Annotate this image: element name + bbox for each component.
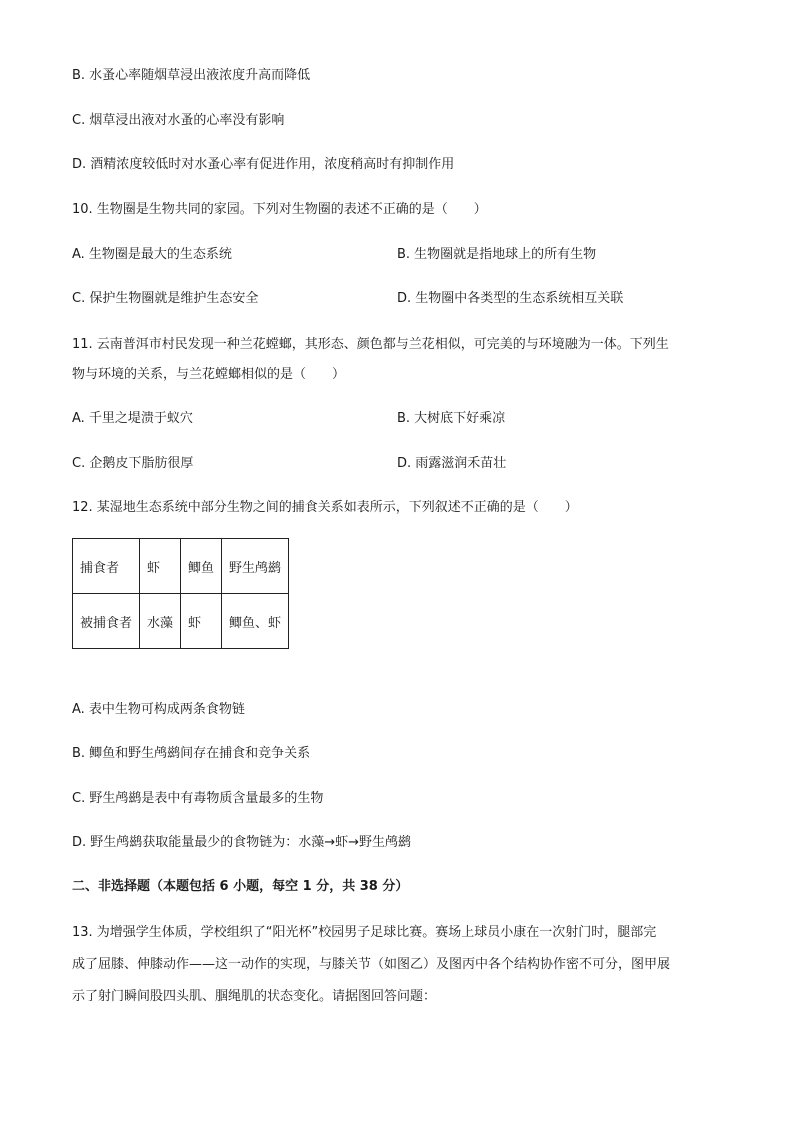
table-cell: 野生鸬鹚 xyxy=(222,539,289,594)
table-cell: 捕食者 xyxy=(73,539,140,594)
table-row xyxy=(73,594,289,649)
table-cell: 虾 xyxy=(181,594,222,649)
q11-option-d: D. 雨露滋润禾苗壮 xyxy=(397,456,507,471)
q11-option-c: C. 企鹅皮下脂肪很厚 xyxy=(72,456,194,471)
q11-stem-line2: 物与环境的关系，与兰花螳螂相似的是（ ） xyxy=(72,367,346,382)
q11-option-b: B. 大树底下好乘凉 xyxy=(397,411,506,426)
q10-option-c: C. 保护生物圈就是维护生态安全 xyxy=(72,291,259,306)
table-cell: 被捕食者 xyxy=(73,594,140,649)
q13-line1: 13. 为增强学生体质，学校组织了“阳光杯”校园男子足球比赛。赛场上球员小康在一次射门时，腿部完 xyxy=(72,925,657,940)
q10-option-d: D. 生物圈中各类型的生态系统相互关联 xyxy=(397,291,624,306)
q10-option-b: B. 生物圈就是指地球上的所有生物 xyxy=(397,247,597,262)
q12-option-c: C. 野生鸬鹚是表中有毒物质含量最多的生物 xyxy=(72,791,324,806)
table-cell: 水藻 xyxy=(140,594,181,649)
q9-option-b: B. 水蚤心率随烟草浸出液浓度升高而降低 xyxy=(72,68,311,83)
q12-stem: 12. 某湿地生态系统中部分生物之间的捕食关系如表所示，下列叙述不正确的是（ ） xyxy=(72,500,578,515)
predation-table xyxy=(72,538,289,649)
table-cell: 鲫鱼 xyxy=(181,539,222,594)
q10-stem: 10. 生物圈是生物共同的家园。下列对生物圈的表述不正确的是（ ） xyxy=(72,202,487,217)
q9-option-d: D. 酒精浓度较低时对水蚤心率有促进作用，浓度稍高时有抑制作用 xyxy=(72,157,455,172)
q10-option-a: A. 生物圈是最大的生态系统 xyxy=(72,247,232,262)
q13-line2: 成了屈膝、伸膝动作——这一动作的实现，与膝关节（如图乙）及图丙中各个结构协作密不可分，图甲展 xyxy=(72,957,671,972)
table-cell: 虾 xyxy=(140,539,181,594)
section-heading: 二、非选择题（本题包括 6 小题，每空 1 分，共 38 分） xyxy=(72,879,409,894)
table-row xyxy=(73,539,289,594)
q12-option-d: D. 野生鸬鹚获取能量最少的食物链为：水藻→虾→野生鸬鹚 xyxy=(72,835,412,850)
q12-option-b: B. 鲫鱼和野生鸬鹚间存在捕食和竞争关系 xyxy=(72,746,311,761)
q12-option-a: A. 表中生物可构成两条食物链 xyxy=(72,702,245,717)
table-cell: 鲫鱼、虾 xyxy=(222,594,289,649)
q13-line3: 示了射门瞬间股四头肌、腘绳肌的状态变化。请据图回答问题： xyxy=(72,989,437,1004)
q9-option-c: C. 烟草浸出液对水蚤的心率没有影响 xyxy=(72,113,285,128)
q11-option-a: A. 千里之堤溃于蚁穴 xyxy=(72,411,193,426)
q11-stem-line1: 11. 云南普洱市村民发现一种兰花螳螂，其形态、颜色都与兰花相似，可完美的与环境融为一体。下列生 xyxy=(72,337,669,352)
